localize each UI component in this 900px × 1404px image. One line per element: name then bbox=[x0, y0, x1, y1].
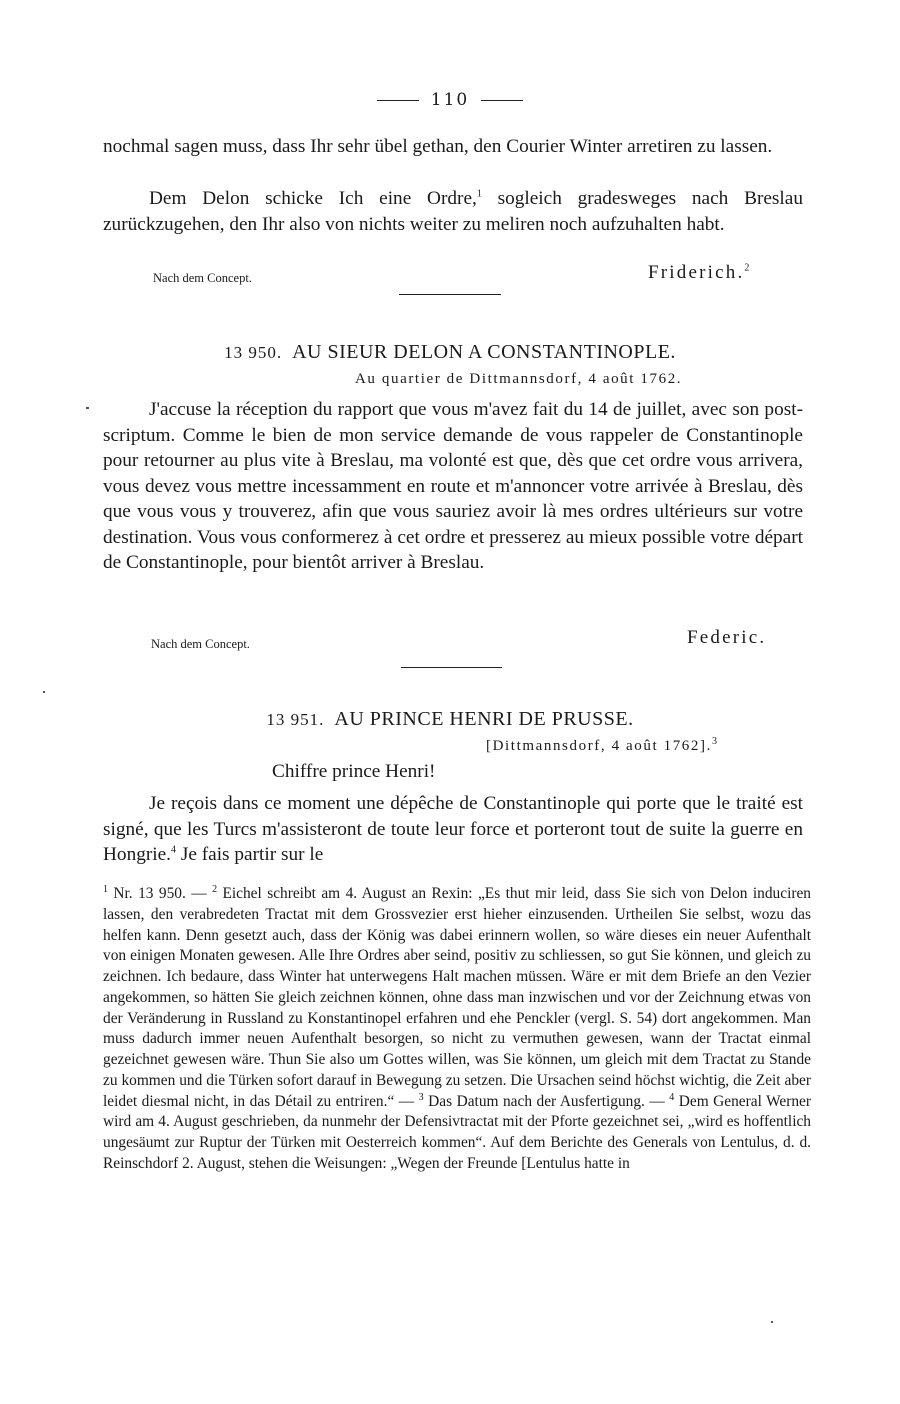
letter-body: J'accuse la réception du rapport que vous m'avez fait du 14 de juillet, avec son post-scriptum. Comme le bien de mon service demande de vous rappeler de Constantinople pour retourner au plus vite à Breslau, ma volonté est que, dès que cet ordre vous arrivera, vous devez vous mettre incessamment en route et m'annoncer votre arrivée à Breslau, dès que vous vous y trouverez, afin que vous sauriez avoir là mes ordres ultérieurs sur votre destination. Vous vous conformerez à cet ordre et presserez au mieux possible votre départ de Constantinople, pour bientôt arriver à Breslau. bbox=[103, 399, 803, 573]
footnote-3: Das Datum nach der Ausfertigung. — bbox=[423, 1092, 670, 1110]
letter-heading bbox=[0, 341, 900, 364]
footnote-ref-1: 1 bbox=[476, 188, 482, 200]
footnote-marker: 4 bbox=[669, 1091, 675, 1103]
footnote-ref-3: 3 bbox=[711, 736, 719, 747]
source-note: Nach dem Concept. bbox=[151, 637, 250, 651]
continuation-paragraph-2: Dem Delon schicke Ich eine Ordre,$^1$ sogleich gradesweges nach Breslau zurückzugehen, den Ihr also von nichts weiter zu meliren noch aufzuhalten habt. bbox=[103, 188, 803, 235]
scan-speck bbox=[771, 1321, 773, 1323]
letter-number: 13 951. bbox=[266, 710, 325, 729]
letter-number: 13 950. bbox=[224, 343, 283, 362]
section-divider bbox=[401, 667, 502, 668]
footnote-marker: 2 bbox=[212, 883, 218, 895]
footnotes bbox=[103, 884, 811, 1175]
footnote-1: Nr. 13 950. — bbox=[108, 885, 213, 902]
letter-title: AU PRINCE HENRI DE PRUSSE. bbox=[334, 708, 634, 730]
letter-body: Je reçois dans ce moment une dépêche de Constantinople qui porte que le traité est signé, que les Turcs m'assisteront de toute leur force et porteront tout de suite la guerre en Hongrie.$^4$ Je fais partir sur le bbox=[103, 793, 803, 865]
footnote-marker: 3 bbox=[418, 1091, 424, 1103]
footnote-marker: 1 bbox=[103, 883, 108, 895]
footnote-ref-2: 2 bbox=[744, 262, 750, 274]
scan-speck bbox=[43, 691, 45, 693]
letter-dateline: Au quartier de Dittmannsdorf, 4 août 1762. bbox=[355, 371, 683, 387]
page-number: 110 bbox=[0, 90, 900, 110]
continuation-paragraph-1: nochmal sagen muss, dass Ihr sehr übel gethan, den Courier Winter arretiren zu lassen. bbox=[103, 136, 773, 157]
letter-dateline: [Dittmannsdorf, 4 août 1762].$^3$ bbox=[486, 736, 719, 754]
page-number-rule-right bbox=[481, 100, 523, 101]
letter-heading bbox=[0, 708, 900, 731]
salutation: Chiffre prince Henri! bbox=[272, 761, 436, 782]
page-number-rule-left bbox=[377, 100, 419, 101]
footnote-2: Eichel schreibt am 4. August an Rexin: „Es thut mir leid, dass Sie sich von Delon induciren lassen, den verabredeten Tractat mit dem Grossvezier erst hieher einzusenden. Urtheilen Sie selbst, wozu das helfen kann. Denn gesetzt auch, dass der König was dabei erinnern wollen, so wäre dieses ein neuer Aufenthalt von einigen Monaten gewesen. Alle Ihre Ordres aber seind, positiv zu schliessen, so gut Sie können, und gleich zu zeichnen. Ich bedaure, dass Winter hat unterwegens Halt machen müssen. Wäre er mit dem Briefe an den Vezier angekommen, so hätten Sie gleich zeichnen können, ohne dass man inzwischen und vor der Zeichnung etwas von der Veränderung in Russland zu Konstantinopel erfahren und ehe Penckler (vergl. S. 54) dort angekommen. Man muss dadurch immer neuen Aufenthalt besorgen, so nicht zu vermuthen gewesen, wann der Tractat einmal gezeichnet gewesen wäre. Thun Sie also um Gottes willen, was Sie können, um gleich mit dem Tractat zu Stande zu kommen und die Türken sofort darauf in Bewegung zu setzen. Die Ursachen seind höchst wichtig, die Zeit aber leidet diesmal nicht, in das Détail zu entriren.“ — bbox=[103, 885, 811, 1110]
source-note: Nach dem Concept. bbox=[153, 271, 252, 285]
scan-speck bbox=[86, 407, 89, 409]
footnote-ref-4: 4 bbox=[171, 844, 177, 856]
letter-title: AU SIEUR DELON A CONSTANTINOPLE. bbox=[292, 341, 676, 363]
signature: Friderich.$^2$ bbox=[648, 262, 750, 283]
footnote-4: Dem General Werner wird am 4. August geschrieben, da nunmehr der Defensivtractat mit der Pforte gezeichnet sei, „wird es hoffentlich ungesäumt zur Ruptur der Türken mit Oesterreich kommen“. Auf dem Berichte des Generals von Lentulus, d. d. Reinschdorf 2. August, stehen die Weisungen: „Wegen der Freunde [Lentulus hatte in bbox=[103, 1092, 811, 1172]
signature: Federic. bbox=[687, 627, 767, 648]
section-divider bbox=[399, 294, 501, 295]
